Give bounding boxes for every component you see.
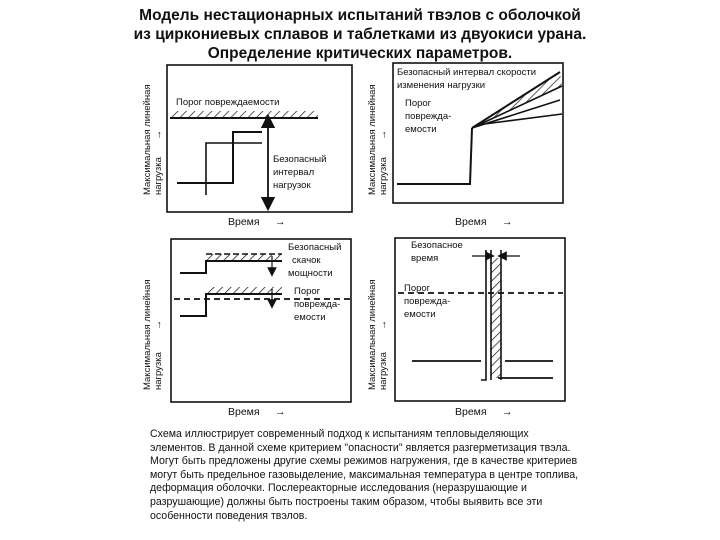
x-axis-label: Время bbox=[228, 216, 260, 228]
y-axis-arrow: → bbox=[378, 130, 389, 140]
title-line-2: из циркониевых сплавов и таблетками из двуокиси урана. bbox=[133, 26, 587, 43]
y-axis-arrow: → bbox=[153, 320, 164, 330]
threshold-hatch bbox=[170, 111, 318, 118]
threshold-label-1: Порог bbox=[405, 98, 432, 109]
title-line-3: Определение критических параметров. bbox=[207, 45, 513, 62]
x-axis-label: Время bbox=[228, 406, 260, 418]
y-axis-label: Максимальная линейная bbox=[367, 84, 378, 195]
jump-label-1: Безопасный bbox=[288, 242, 342, 253]
time-label-1: Безопасное bbox=[411, 240, 463, 251]
rate-line-mid bbox=[472, 86, 562, 128]
x-axis-arrow: → bbox=[275, 216, 286, 228]
jump-label-2: скачок bbox=[292, 255, 321, 266]
y-axis-arrow: → bbox=[378, 320, 389, 330]
threshold-label: Порог повреждаемости bbox=[176, 97, 280, 108]
threshold-label-2: поврежда- bbox=[294, 299, 341, 310]
y-axis-label-2: нагрузка bbox=[153, 157, 164, 195]
load-curve-lower bbox=[180, 294, 282, 316]
y-axis-label: Максимальная линейная bbox=[367, 279, 378, 390]
threshold-label-1: Порог bbox=[404, 283, 431, 294]
load-curve-step bbox=[481, 250, 486, 380]
panel-frame bbox=[167, 65, 352, 212]
x-axis-arrow: → bbox=[502, 216, 513, 228]
title-line-1: Модель нестационарных испытаний твэлов с оболочкой bbox=[139, 7, 581, 24]
threshold-label-3: емости bbox=[404, 309, 436, 320]
load-curve bbox=[397, 128, 472, 184]
panel-top-right bbox=[367, 63, 563, 228]
x-axis-label: Время bbox=[455, 406, 487, 418]
safe-time-hatch bbox=[491, 258, 501, 378]
panel-bottom-right bbox=[367, 238, 565, 418]
threshold-label-2: поврежда- bbox=[405, 111, 452, 122]
load-curve-upper bbox=[177, 132, 262, 183]
y-axis-label-2: нагрузка bbox=[153, 352, 164, 390]
y-axis-arrow: → bbox=[153, 130, 164, 140]
y-axis-label: Максимальная линейная bbox=[142, 279, 153, 390]
rate-label-2: изменения нагрузки bbox=[397, 80, 486, 91]
caption-paragraph-2: Могут быть предложены другие схемы режимов нагружения, где в качестве критериев могут быть предельное газовыделение, максимальная температура в центре топлива, деформация оболочки. Послереакторные исследования (неразрушающие и разрушающие) должны быть построены таким образом, чтобы выявить все эти особенности поведения твэлов. bbox=[150, 455, 579, 522]
jump-hatch-lower bbox=[206, 287, 282, 294]
x-axis-arrow: → bbox=[275, 406, 286, 418]
y-axis-label-2: нагрузка bbox=[378, 157, 389, 195]
y-axis-label-2: нагрузка bbox=[378, 352, 389, 390]
safe-label-3: нагрузок bbox=[273, 180, 311, 191]
y-axis-label: Максимальная линейная bbox=[142, 84, 153, 195]
x-axis-arrow: → bbox=[502, 406, 513, 418]
safe-label-2: интервал bbox=[273, 167, 315, 178]
threshold-label-1: Порог bbox=[294, 286, 321, 297]
caption-text bbox=[150, 428, 580, 523]
threshold-label-3: емости bbox=[294, 312, 326, 323]
jump-label-3: мощности bbox=[288, 268, 333, 279]
threshold-label-3: емости bbox=[405, 124, 437, 135]
caption-paragraph-1: Схема иллюстрирует современный подход к испытаниям тепловыделяющих элементов. В данной схеме критерием "опасности" является разгерметизация твэла. bbox=[150, 428, 571, 454]
time-label-2: время bbox=[411, 253, 439, 264]
panel-top-left bbox=[142, 65, 352, 228]
panel-bottom-left bbox=[142, 239, 351, 418]
safe-label-1: Безопасный bbox=[273, 154, 327, 165]
threshold-label-2: поврежда- bbox=[404, 296, 451, 307]
x-axis-label: Время bbox=[455, 216, 487, 228]
rate-label-1: Безопасный интервал скорости bbox=[397, 67, 537, 78]
jump-hatch-upper bbox=[206, 254, 282, 261]
load-curve-upper bbox=[180, 261, 282, 273]
